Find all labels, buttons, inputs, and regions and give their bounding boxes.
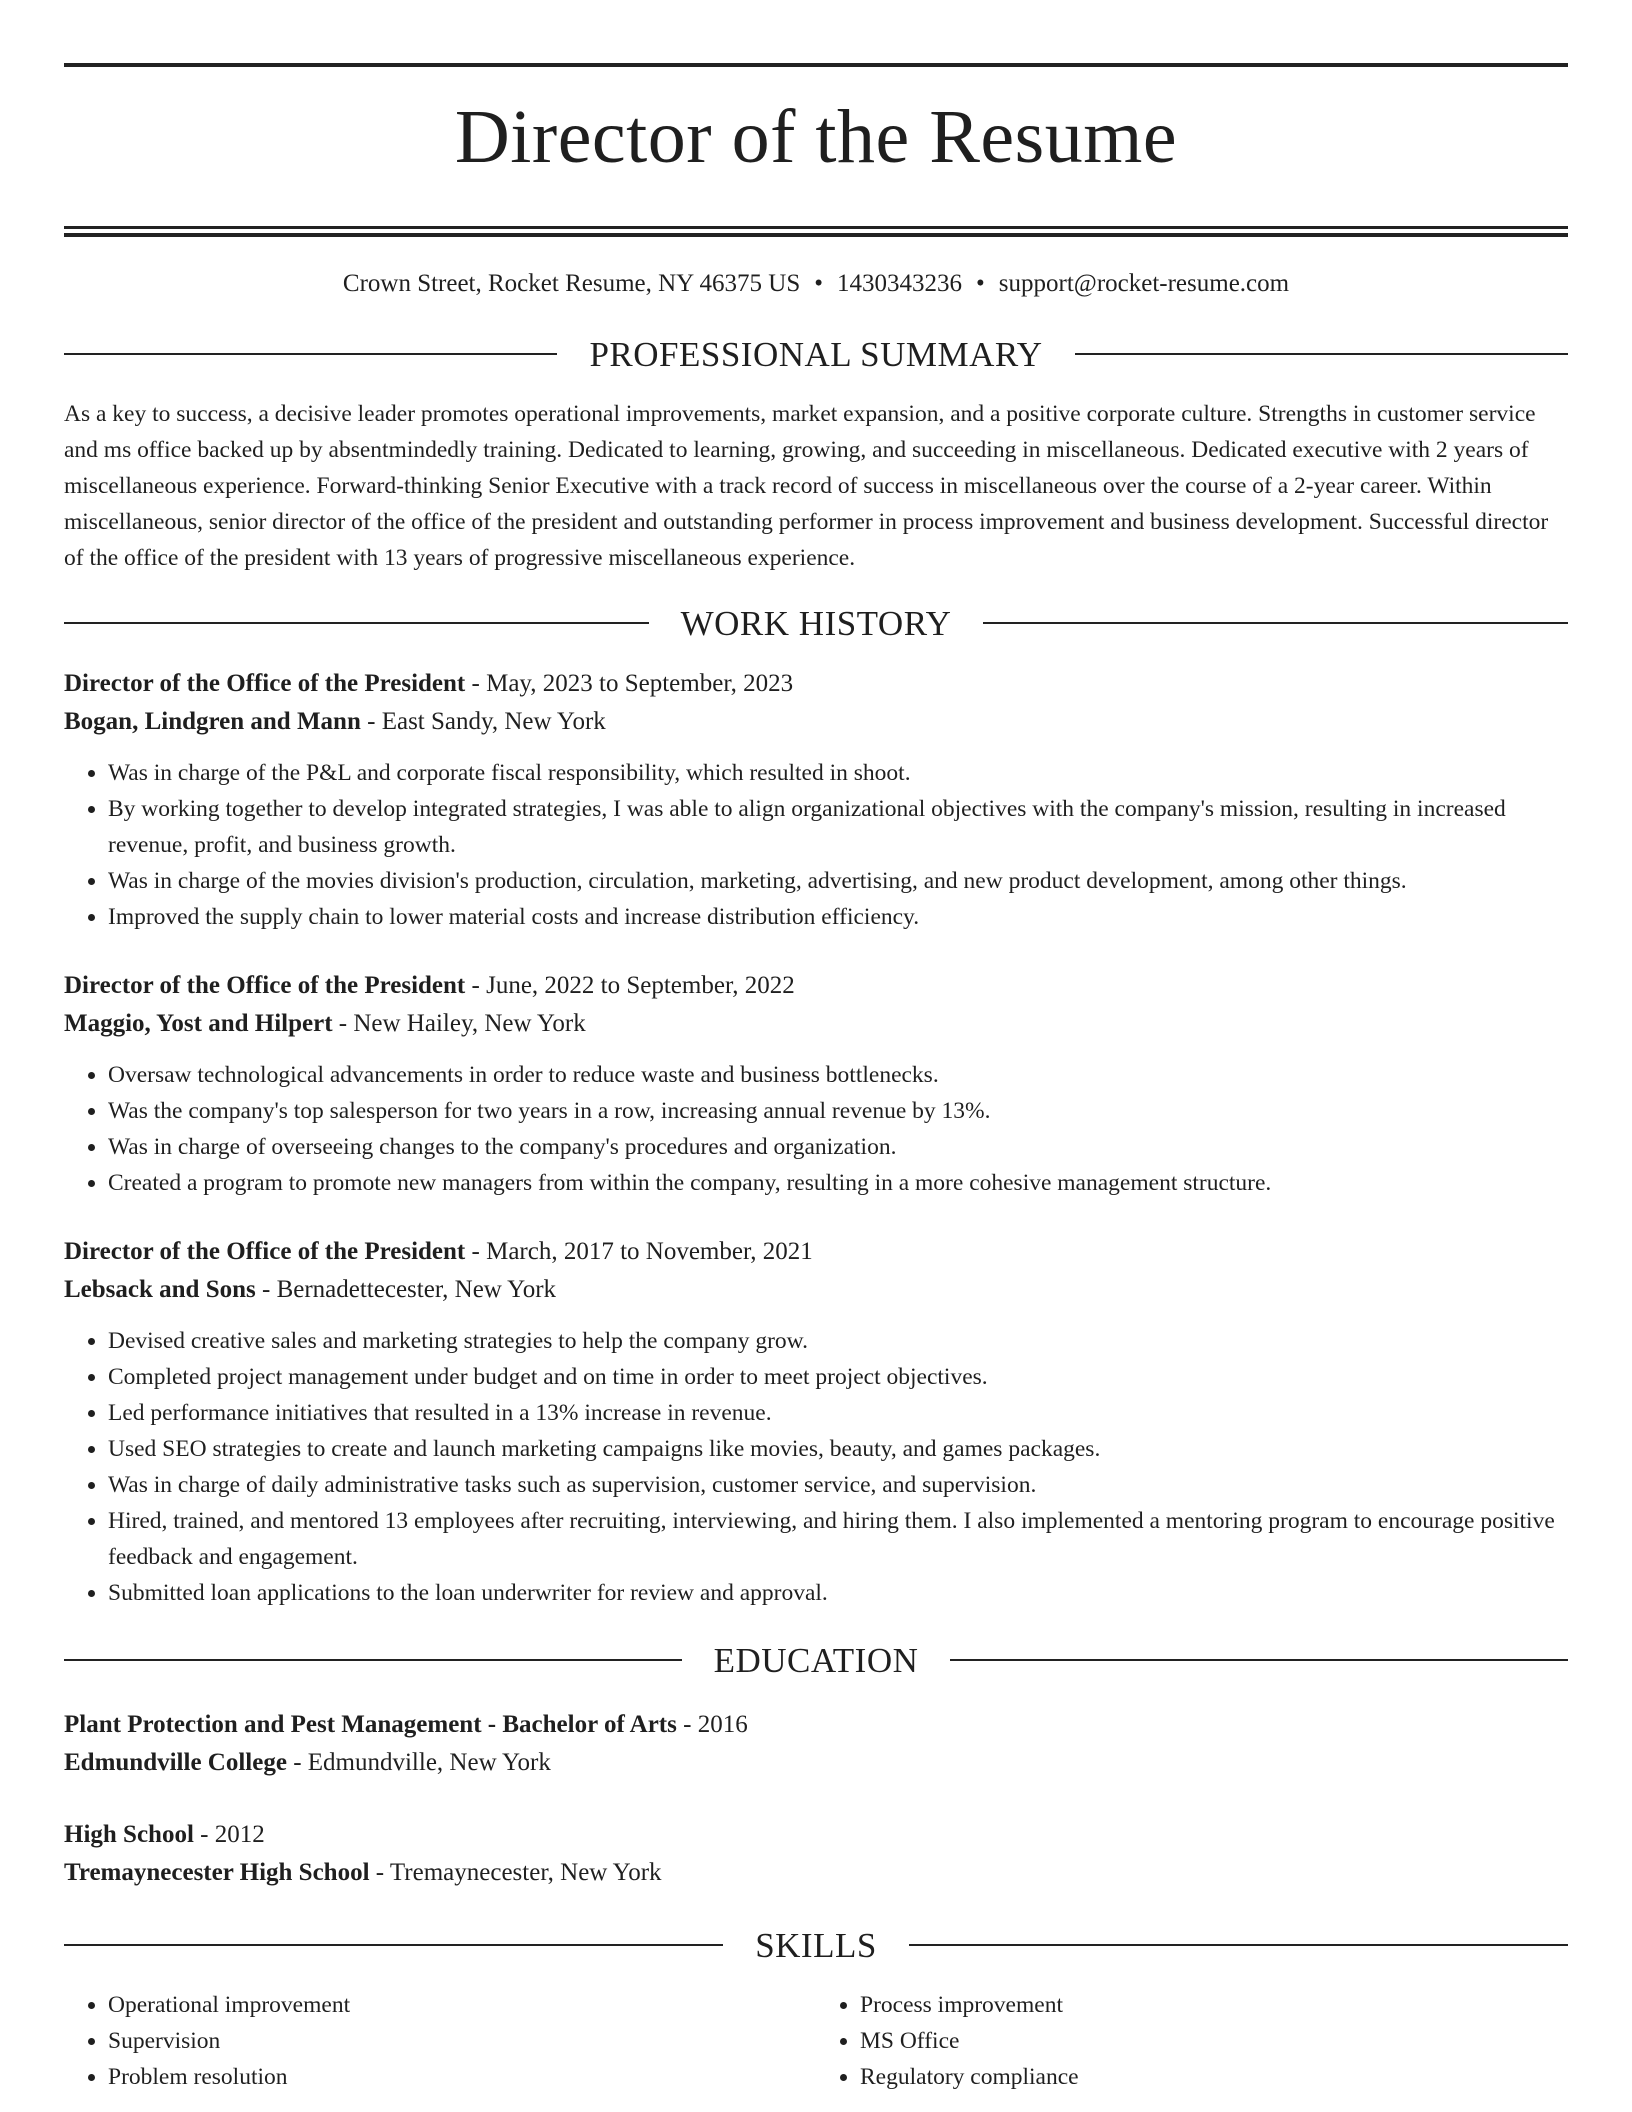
skill-item: • Operational improvement [108, 1987, 816, 2023]
education-location: - Tremaynecester, New York [369, 1858, 662, 1886]
job-bullet: • Completed project management under budget and on time in order to meet project objectives. [108, 1359, 1568, 1395]
contact-email: support@rocket-resume.com [998, 269, 1290, 297]
skill-item: • MS Office [860, 2023, 1568, 2059]
resume-name: Director of the Resume [454, 95, 1178, 179]
skills-list [64, 1987, 1568, 2095]
heading-rule-right [950, 1659, 1568, 1661]
job-title: Director of the Office of the President [64, 971, 466, 999]
job-bullet: • Led performance initiatives that resulted in a 13% increase in revenue. [108, 1395, 1568, 1431]
skill-item: • Supervision [108, 2023, 816, 2059]
heading-rule-right [983, 622, 1568, 624]
job-title-line [64, 967, 1568, 1005]
top-rule [64, 63, 1568, 67]
job-bullet: • Was in charge of overseeing changes to the company's procedures and organization. [108, 1129, 1568, 1165]
education-school-line [64, 1854, 1568, 1892]
skills-column-right [816, 1987, 1568, 2095]
job-bullets [64, 1057, 1568, 1201]
heading-rule-left [64, 1659, 682, 1661]
section-title-skills: SKILLS [755, 1925, 877, 1965]
heading-rule-left [64, 622, 649, 624]
job-bullet: • Used SEO strategies to create and launch marketing campaigns like movies, beauty, and games packages. [108, 1431, 1568, 1467]
job-entry [64, 665, 1568, 935]
resume-page [64, 0, 1568, 2095]
heading-rule-right [909, 1944, 1568, 1946]
job-bullet: • Was the company's top salesperson for two years in a row, increasing annual revenue by 13%. [108, 1093, 1568, 1129]
job-entry [64, 1233, 1568, 1611]
contact-address: Crown Street, Rocket Resume, NY 46375 US [342, 269, 801, 297]
section-title-education: EDUCATION [713, 1640, 919, 1680]
job-title: Director of the Office of the President [64, 1237, 466, 1265]
section-heading-work [64, 603, 1568, 643]
education-school-line [64, 1744, 1568, 1782]
education-entry [64, 1706, 1568, 1782]
heading-rule-right [1075, 353, 1568, 355]
education-year: - 2016 [676, 1710, 748, 1738]
job-location: - East Sandy, New York [360, 707, 606, 735]
job-title-line [64, 665, 1568, 703]
job-bullet: • Created a program to promote new managers from within the company, resulting in a more cohesive management structure. [108, 1165, 1568, 1201]
job-bullet: • Was in charge of daily administrative tasks such as supervision, customer service, and supervision. [108, 1467, 1568, 1503]
job-title-line [64, 1233, 1568, 1271]
job-location: - Bernadettecester, New York [255, 1275, 557, 1303]
job-bullet: • Improved the supply chain to lower material costs and increase distribution efficiency. [108, 899, 1568, 935]
job-company-line [64, 1271, 1568, 1309]
education-degree: High School [64, 1820, 194, 1848]
skill-item: • Process improvement [860, 1987, 1568, 2023]
section-heading-summary [64, 334, 1568, 374]
job-company: Maggio, Yost and Hilpert [64, 1009, 333, 1037]
job-bullets [64, 1323, 1568, 1611]
section-title-summary: PROFESSIONAL SUMMARY [589, 334, 1043, 374]
job-dates: - May, 2023 to September, 2023 [465, 669, 794, 697]
job-bullet: • Submitted loan applications to the loan underwriter for review and approval. [108, 1575, 1568, 1611]
education-year: - 2012 [193, 1820, 265, 1848]
job-company: Bogan, Lindgren and Mann [64, 707, 361, 735]
job-location: - New Hailey, New York [332, 1009, 586, 1037]
heading-rule-left [64, 1944, 723, 1946]
section-title-work: WORK HISTORY [680, 603, 952, 643]
job-title: Director of the Office of the President [64, 669, 466, 697]
education-degree: Plant Protection and Pest Management - Bachelor of Arts [64, 1710, 677, 1738]
job-bullet: • Was in charge of the movies division's production, circulation, marketing, advertising, and new product development, among other things. [108, 863, 1568, 899]
work-history-list [64, 665, 1568, 1611]
education-school: Tremaynecester High School [64, 1858, 370, 1886]
section-heading-education [64, 1640, 1568, 1680]
double-rule [64, 226, 1568, 237]
job-company-line [64, 1005, 1568, 1043]
skill-item: • Problem resolution [108, 2059, 816, 2095]
education-degree-line [64, 1816, 1568, 1854]
contact-line [64, 269, 1568, 299]
summary-text: As a key to success, a decisive leader promotes operational improvements, market expansion, and a positive corporate culture. Strengths in customer service and ms office backed up by absentmindedly training. Dedicated to learning, growing, and succeeding in miscellaneous. Dedicated executive with 2 years of miscellaneous experience. Forward-thinking Senior Executive with a track record of success in miscellaneous over the course of a 2-year career. Within miscellaneous, senior director of the office of the president and outstanding performer in process improvement and business development. Successful director of the office of the president with 13 years of progressive miscellaneous experience. [64, 400, 1549, 571]
section-heading-skills [64, 1925, 1568, 1965]
education-location: - Edmundville, New York [286, 1748, 551, 1776]
job-bullet: • By working together to develop integrated strategies, I was able to align organizational objectives with the company's mission, resulting in increased revenue, profit, and business growth. [108, 791, 1568, 863]
job-bullet: • Devised creative sales and marketing strategies to help the company grow. [108, 1323, 1568, 1359]
job-company-line [64, 703, 1568, 741]
job-bullet: • Hired, trained, and mentored 13 employees after recruiting, interviewing, and hiring them. I also implemented a mentoring program to encourage positive feedback and engagement. [108, 1503, 1568, 1575]
skills-column-left [64, 1987, 816, 2095]
job-entry [64, 967, 1568, 1201]
job-bullet: • Was in charge of the P&L and corporate fiscal responsibility, which resulted in shoot. [108, 755, 1568, 791]
job-dates: - June, 2022 to September, 2022 [465, 971, 795, 999]
education-entry [64, 1816, 1568, 1892]
job-company: Lebsack and Sons [64, 1275, 256, 1303]
education-degree-line [64, 1706, 1568, 1744]
education-school: Edmundville College [64, 1748, 287, 1776]
job-bullets [64, 755, 1568, 935]
job-dates: - March, 2017 to November, 2021 [465, 1237, 813, 1265]
skill-item: • Regulatory compliance [860, 2059, 1568, 2095]
contact-separator: • [814, 269, 824, 297]
contact-separator: • [976, 269, 985, 297]
contact-phone: 1430343236 [837, 269, 963, 297]
heading-rule-left [64, 353, 557, 355]
job-bullet: • Oversaw technological advancements in order to reduce waste and business bottlenecks. [108, 1057, 1568, 1093]
